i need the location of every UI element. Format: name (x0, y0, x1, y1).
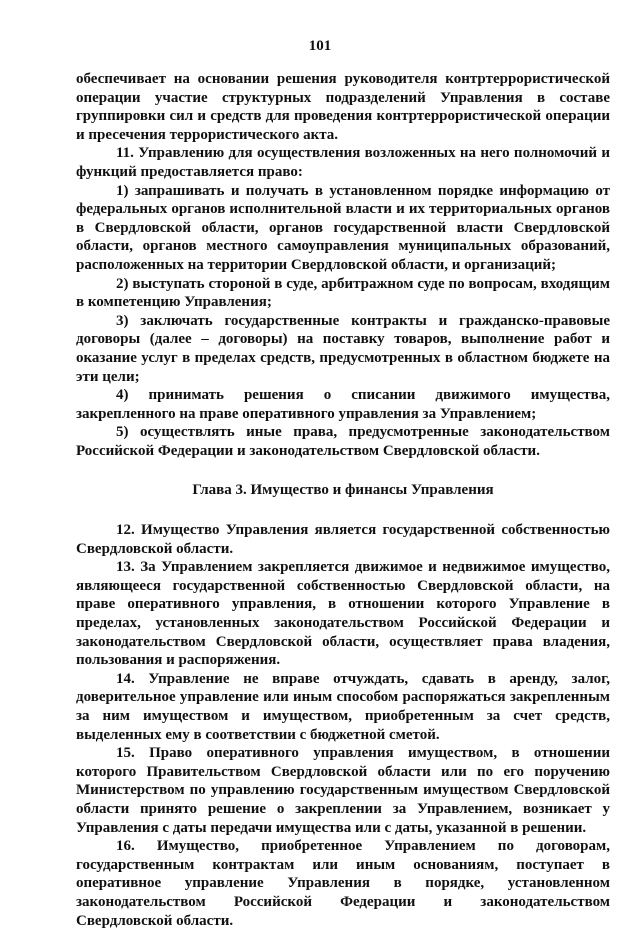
paragraph-item-11: 11. Управлению для осуществления возложенных на него полномочий и функций предоставляется право: (76, 145, 610, 180)
paragraph-item-16: 16. Имущество, приобретенное Управлением по договорам, государственным контрактам или иным основаниям, поступает в оперативное управление Управления в порядке, установленном законодательством Российской Федерации и законодательством Свердловской области. (76, 838, 610, 929)
chapter-heading: Глава 3. Имущество и финансы Управления (192, 482, 494, 499)
paragraph-subitem-2: 2) выступать стороной в суде, арбитражном суде по вопросам, входящим в компетенцию Управления; (76, 275, 610, 311)
paragraph-item-15: 15. Право оперативного управления имуществом, в отношении которого Правительством Свердловской области или по его поручению Министерством по управлению государственным имуществом Свердловской области принято решение о закреплении за Управлением, возникает у Управления с даты передачи имущества или с даты, указанной в решении. (76, 745, 610, 836)
paragraph-subitem-5: 5) осуществлять иные права, предусмотренные законодательством Российской Федерации и законодательством Свердловской области. (76, 424, 610, 459)
paragraph-item-14: 14. Управление не вправе отчуждать, сдавать в аренду, залог, доверительное управление или иным способом распоряжаться закрепленным за ним имуществом и имуществом, приобретенным за счет средств, выделенных ему в соответствии с бюджетной сметой. (76, 670, 610, 743)
paragraph-subitem-1: 1) запрашивать и получать в установленном порядке информацию от федеральных органов исполнительной власти и их территориальных органов в Свердловской области, органов государственной власти Свердловской области, органов местного самоуправления муниципальных образований, расположенных на территории Свердловской области, и организаций; (76, 182, 610, 273)
paragraph-subitem-3: 3) заключать государственные контракты и гражданско-правовые договоры (далее – договоры) на поставку товаров, выполнение работ и оказание услуг в пределах средств, предусмотренных в областном бюджете на эти цели; (76, 312, 610, 385)
paragraph-continuation: обеспечивает на основании решения руководителя контртеррористической операции участие структурных подразделений Управления в составе группировки сил и средств для проведения контртеррористической операции и пресечения террористического акта. (76, 71, 610, 143)
page-number: 101 (308, 38, 332, 54)
page-content (76, 70, 610, 930)
paragraph-item-12: 12. Имущество Управления является государственной собственностью Свердловской области. (76, 522, 610, 557)
paragraph-subitem-4: 4) принимать решения о списании движимого имущества, закрепленного на праве оперативного управления за Управлением; (76, 387, 610, 422)
paragraph-item-13: 13. За Управлением закрепляется движимое и недвижимое имущество, являющееся государственной собственностью Свердловской области, на праве оперативного управления, в отношении которого Управление в пределах, установленных законодательством Российской Федерации и законодательством Свердловской области, осуществляет права владения, пользования и распоряжения. (76, 559, 610, 669)
